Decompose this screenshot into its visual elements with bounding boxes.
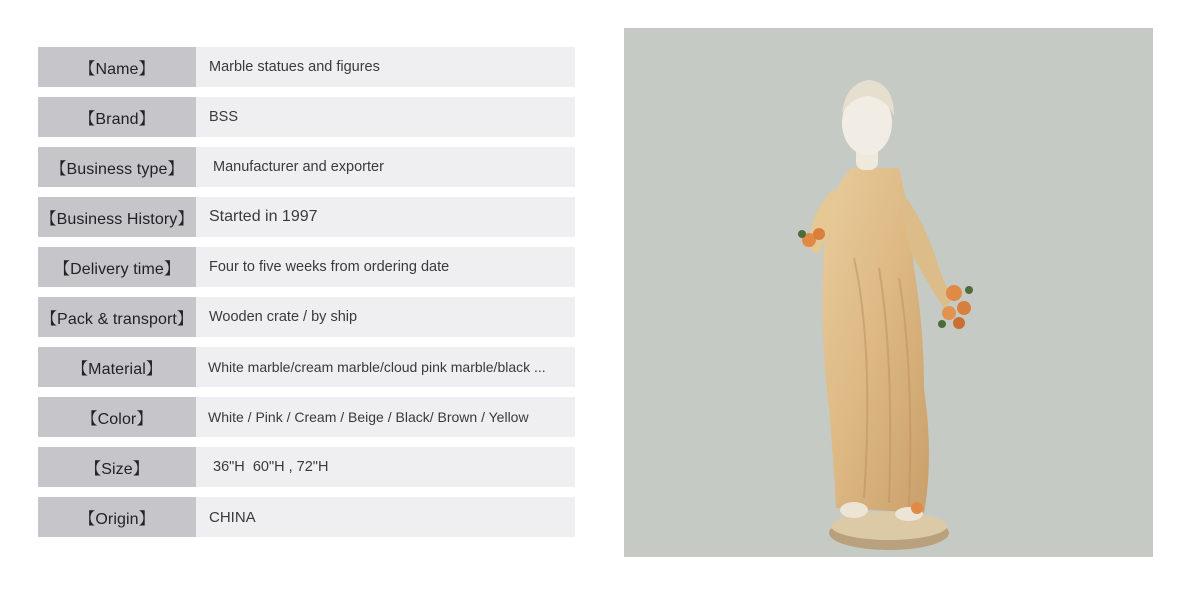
- spec-row-business-history: [38, 197, 575, 237]
- spec-value: Four to five weeks from ordering date: [196, 247, 575, 287]
- spec-row-origin: [38, 497, 575, 537]
- spec-label: 【Size】: [38, 447, 196, 487]
- spec-value: Wooden crate / by ship: [196, 297, 575, 337]
- spec-label: 【Business History】: [38, 197, 196, 237]
- spec-row-color: [38, 397, 575, 437]
- spec-row-name: [38, 47, 575, 87]
- spec-value: Manufacturer and exporter: [196, 147, 575, 187]
- spec-table: [38, 47, 575, 547]
- spec-value: White / Pink / Cream / Beige / Black/ Brown / Yellow: [196, 397, 575, 437]
- spec-row-size: [38, 447, 575, 487]
- spec-value: 36"H 60"H , 72"H: [196, 447, 575, 487]
- spec-label: 【Name】: [38, 47, 196, 87]
- marble-statue-image: [624, 28, 1153, 557]
- spec-label: 【Pack & transport】: [38, 297, 196, 337]
- spec-label: 【Brand】: [38, 97, 196, 137]
- spec-value: Started in 1997: [196, 197, 575, 237]
- spec-row-business-type: [38, 147, 575, 187]
- spec-value: Marble statues and figures: [196, 47, 575, 87]
- spec-label: 【Business type】: [38, 147, 196, 187]
- spec-label: 【Delivery time】: [38, 247, 196, 287]
- spec-label: 【Color】: [38, 397, 196, 437]
- spec-label: 【Origin】: [38, 497, 196, 537]
- spec-label: 【Material】: [38, 347, 196, 387]
- spec-value: White marble/cream marble/cloud pink marble/black ...: [196, 347, 575, 387]
- spec-row-material: [38, 347, 575, 387]
- spec-row-delivery-time: [38, 247, 575, 287]
- product-photo: [624, 28, 1153, 557]
- spec-row-brand: [38, 97, 575, 137]
- spec-value: BSS: [196, 97, 575, 137]
- spec-value: CHINA: [196, 497, 575, 537]
- spec-row-pack-transport: [38, 297, 575, 337]
